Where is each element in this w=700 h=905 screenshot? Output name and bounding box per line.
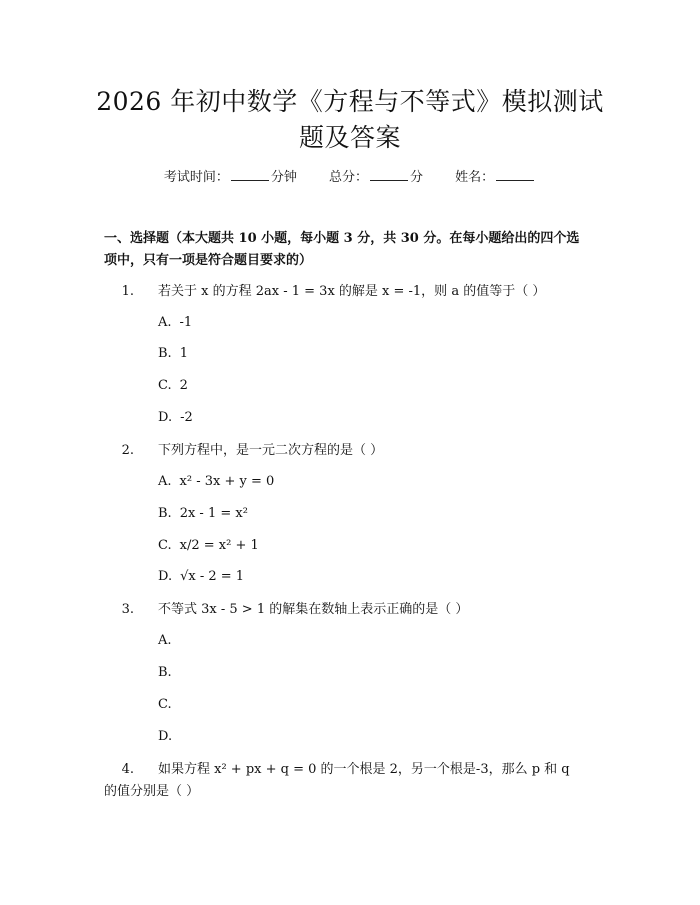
option-letter: C. — [158, 378, 172, 393]
question-4 — [104, 759, 604, 803]
question-2 — [104, 440, 604, 462]
option-letter: A. — [158, 315, 172, 330]
option-text: 1 — [179, 346, 188, 361]
option-text: x/2 = x² + 1 — [179, 538, 259, 553]
exam-time-unit: 分钟 — [270, 170, 297, 185]
question-1-option-a — [158, 313, 192, 333]
question-1 — [104, 281, 604, 303]
question-text: 若关于 x 的方程 2ax - 1 = 3x 的解是 x = -1，则 a 的值等于（ ） — [158, 284, 546, 299]
question-1-option-c — [158, 376, 188, 396]
exam-time-blank — [231, 168, 269, 181]
name-label: 姓名： — [455, 170, 495, 185]
exam-time-field — [164, 168, 297, 188]
question-1-option-b — [158, 344, 188, 364]
question-text-line-1 — [104, 759, 604, 781]
name-field — [455, 168, 536, 188]
total-score-blank — [370, 168, 408, 181]
option-letter: A. — [158, 474, 172, 489]
option-letter: B. — [158, 346, 172, 361]
option-text: -1 — [179, 315, 193, 330]
option-text: x² - 3x + y = 0 — [179, 474, 275, 489]
question-number: 1. — [121, 284, 134, 299]
exam-title-line-2: 题及答案 — [298, 123, 401, 152]
question-3-option-a — [158, 631, 180, 651]
exam-time-label: 考试时间： — [163, 170, 229, 185]
question-text: 如果方程 x² + px + q = 0 的一个根是 2，另一个根是-3，那么 p 和 q — [158, 762, 570, 777]
name-blank — [496, 168, 534, 181]
option-letter: D. — [158, 569, 173, 584]
question-2-option-d — [158, 567, 244, 587]
question-text: 不等式 3x - 5 > 1 的解集在数轴上表示正确的是（ ） — [158, 602, 469, 617]
section-heading-line-1: 一、选择题（本大题共 10 小题，每小题 3 分，共 30 分。在每小题给出的四个选 — [104, 231, 580, 246]
option-letter: A. — [158, 633, 172, 648]
option-text: √x - 2 = 1 — [180, 569, 245, 584]
option-letter: D. — [158, 410, 173, 425]
option-letter: C. — [158, 697, 172, 712]
question-3-option-c — [158, 695, 180, 715]
question-text-line-2: 的值分别是（ ） — [104, 784, 200, 799]
option-letter: B. — [158, 506, 172, 521]
question-2-option-c — [158, 536, 259, 556]
exam-meta-row — [0, 168, 700, 188]
exam-title-line-1: 2026 年初中数学《方程与不等式》模拟测试 — [96, 87, 604, 116]
question-2-option-b — [158, 504, 248, 524]
option-text: -2 — [180, 410, 193, 425]
question-2-option-a — [158, 472, 274, 492]
question-1-option-d — [158, 408, 193, 428]
section-heading-line-2: 项中，只有一项是符合题目要求的） — [104, 253, 313, 268]
exam-title — [60, 84, 640, 156]
option-text: 2x - 1 = x² — [179, 506, 248, 521]
option-letter: D. — [158, 729, 173, 744]
question-number: 3. — [121, 602, 134, 617]
question-number: 2. — [121, 443, 134, 458]
option-letter: C. — [158, 538, 172, 553]
question-text: 下列方程中，是一元二次方程的是（ ） — [158, 443, 384, 458]
option-text: 2 — [179, 378, 188, 393]
question-3-option-d — [158, 727, 180, 747]
question-3-option-b — [158, 663, 180, 683]
total-score-field — [329, 168, 423, 188]
question-number: 4. — [121, 762, 134, 777]
option-letter: B. — [158, 665, 172, 680]
question-3 — [104, 599, 604, 621]
section-heading — [104, 228, 604, 272]
total-score-label: 总分： — [328, 170, 368, 185]
total-score-unit: 分 — [410, 170, 424, 185]
